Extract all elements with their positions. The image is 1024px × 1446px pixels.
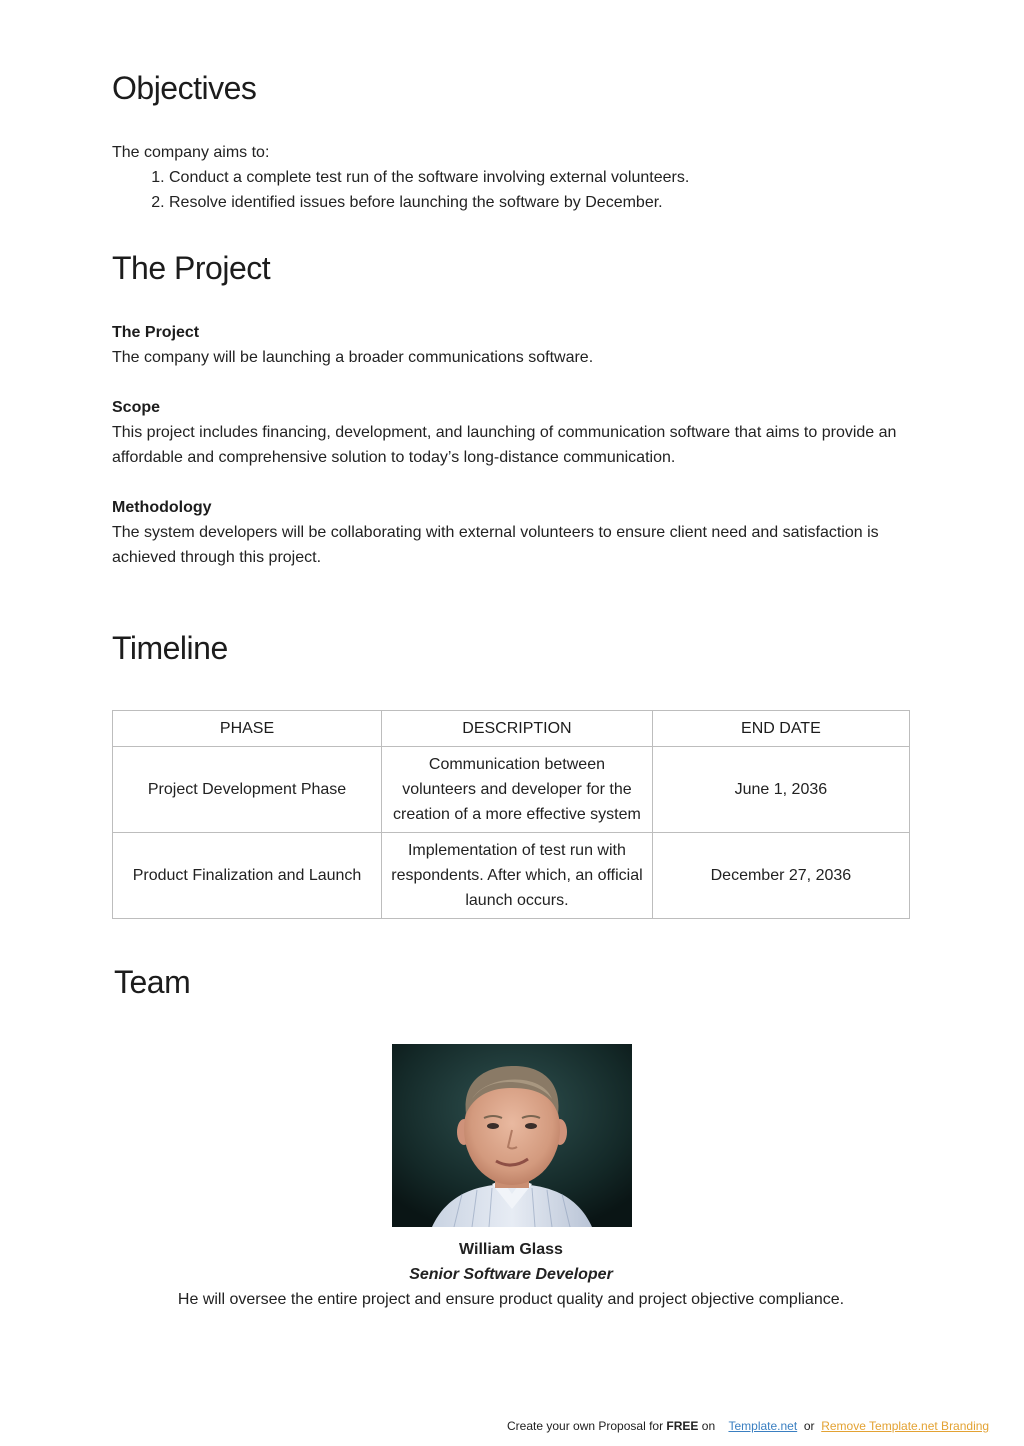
footer-or: or — [800, 1419, 818, 1433]
scope-subheading: Scope — [112, 399, 161, 416]
table-header-row — [113, 711, 910, 747]
scope-body: This project includes financing, development, and launching of communication software that aims to provide an affordable and comprehensive solution to today’s long-distance communication. — [112, 424, 897, 466]
footer-free: FREE — [666, 1419, 699, 1433]
team-member-bio: He will oversee the entire project and ensure product quality and project objective compliance. — [177, 1291, 845, 1308]
footer-prefix: Create your own Proposal for — [507, 1419, 667, 1433]
timeline-table — [112, 710, 910, 919]
objectives-heading: Objectives — [112, 70, 257, 106]
list-item: 2. Resolve identified issues before launching the software by December. — [169, 190, 689, 215]
remove-branding-link[interactable]: Remove Template.net Branding — [821, 1419, 990, 1433]
table-cell-end-date: December 27, 2036 — [652, 833, 909, 919]
table-cell-end-date: June 1, 2036 — [652, 747, 909, 833]
footer-on: on — [698, 1419, 719, 1433]
list-item: 1. Conduct a complete test run of the software involving external volunteers. — [169, 165, 689, 190]
template-net-link[interactable]: Template.net — [728, 1419, 798, 1433]
methodology-subheading: Methodology — [112, 499, 212, 516]
team-member-role: Senior Software Developer — [409, 1266, 613, 1283]
team-member-name: William Glass — [459, 1241, 563, 1258]
team-member-photo — [392, 1044, 632, 1227]
column-header-end-date: END DATE — [652, 711, 909, 747]
project-subheading: The Project — [112, 324, 200, 341]
branding-footer — [507, 1419, 989, 1433]
table-row — [113, 833, 910, 919]
timeline-heading: Timeline — [112, 630, 228, 666]
table-cell-description: Communication between volunteers and developer for the creation of a more effective system — [382, 747, 653, 833]
portrait-image — [392, 1044, 632, 1227]
table-cell-phase: Product Finalization and Launch — [113, 833, 382, 919]
table-cell-description: Implementation of test run with respondents. After which, an official launch occurs. — [382, 833, 653, 919]
objectives-intro: The company aims to: — [112, 144, 270, 161]
objectives-list — [112, 165, 689, 215]
column-header-phase: PHASE — [113, 711, 382, 747]
methodology-body: The system developers will be collaborating with external volunteers to ensure client need and satisfaction is achieved through this project. — [112, 524, 879, 566]
column-header-description: DESCRIPTION — [382, 711, 653, 747]
project-body: The company will be launching a broader communications software. — [112, 349, 594, 366]
table-cell-phase: Project Development Phase — [113, 747, 382, 833]
table-row — [113, 747, 910, 833]
team-heading: Team — [114, 964, 191, 1000]
project-heading: The Project — [112, 250, 271, 286]
